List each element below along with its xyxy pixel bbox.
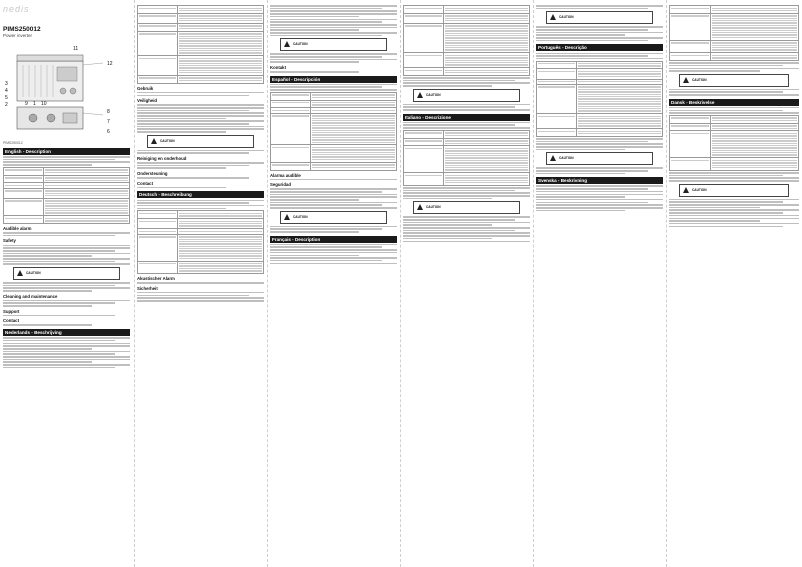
section-header: English - Description [3,148,130,155]
warning-icon [284,41,290,47]
section-subheader: Reiniging en onderhoud [137,155,187,161]
column-divider [267,0,268,567]
column-4 [403,4,530,564]
callout-label: 10 [41,101,47,107]
callout-label: 7 [107,119,110,125]
warning-icon [683,187,689,193]
section-header: Français - Description [270,236,397,243]
warning-icon [17,270,23,276]
doc-code: PIMS250012 [3,141,23,145]
product-subtitle: Power inverter [3,33,33,38]
parts-table [137,210,264,274]
callout-label: 2 [5,102,8,108]
section-subheader: Audible alarm [3,226,32,232]
section-subheader: Kontakt [270,64,286,70]
callout-label: 6 [107,129,110,135]
caution-box: CAUTION [546,152,653,165]
parts-table [403,130,530,186]
section-subheader: Veiligheid [137,98,158,104]
section-header: Deutsch - Beschreibung [137,191,264,198]
section-subheader: Alarma audible [270,172,301,178]
section-header: Dansk - Beskrivelse [669,99,799,106]
callout-label: 9 [25,101,28,107]
column-divider [400,0,401,567]
column-divider [666,0,667,567]
column-divider [134,0,135,567]
warning-icon [284,214,290,220]
section-header: Svenska - Beskrivning [536,177,663,184]
caution-box: CAUTION [147,135,254,148]
column-6 [669,4,799,564]
warning-icon [151,138,157,144]
section-header: Español - Descripción [270,76,397,83]
callout-label: 4 [5,88,8,94]
column-2 [137,4,264,564]
warning-icon [550,155,556,161]
model-number: PIMS250012 [3,26,41,33]
caution-box: CAUTION [546,11,653,24]
callout-label: 5 [5,95,8,101]
warning-icon [417,204,423,210]
column-5 [536,4,663,564]
caution-box: CAUTION [280,38,387,51]
parts-table [3,167,130,224]
caution-box: CAUTION [280,211,387,224]
warning-icon [417,92,423,98]
column-1 [3,4,130,564]
callout-label: 3 [5,81,8,87]
inverter-illustration [3,41,130,141]
section-subheader: Support [3,308,20,314]
parts-table [669,115,799,171]
caution-box: CAUTION [679,74,789,87]
brand-logo: nedis [3,4,30,14]
parts-table [137,5,264,84]
section-subheader: Contact [137,180,153,186]
column-divider [533,0,534,567]
section-subheader: Akustischer Alarm [137,276,175,282]
callout-label: 11 [73,46,79,52]
parts-table [403,5,530,76]
parts-table [669,5,799,61]
section-subheader: Ondersteuning [137,171,168,177]
section-subheader: Safety [3,238,16,244]
column-3 [270,4,397,564]
warning-icon [683,77,689,83]
callout-label: 1 [33,101,36,107]
device-figure [3,41,130,141]
section-subheader: Sicherheit [137,285,158,291]
callout-label: 8 [107,109,110,115]
caution-box: CAUTION [679,184,789,197]
parts-table [270,92,397,171]
caution-box: CAUTION [13,267,120,280]
warning-icon [550,14,556,20]
section-subheader: Gebruik [137,85,154,91]
caution-box: CAUTION [413,201,520,214]
section-subheader: Contact [3,318,19,324]
caution-box: CAUTION [413,89,520,102]
callout-label: 12 [107,61,113,67]
section-header: Nederlands - Beschrijving [3,329,130,336]
section-header: Português - Descrição [536,44,663,51]
section-subheader: Cleaning and maintenance [3,293,58,299]
parts-table [536,61,663,137]
section-header: Italiano - Descrizione [403,114,530,121]
section-subheader: Seguridad [270,182,292,188]
